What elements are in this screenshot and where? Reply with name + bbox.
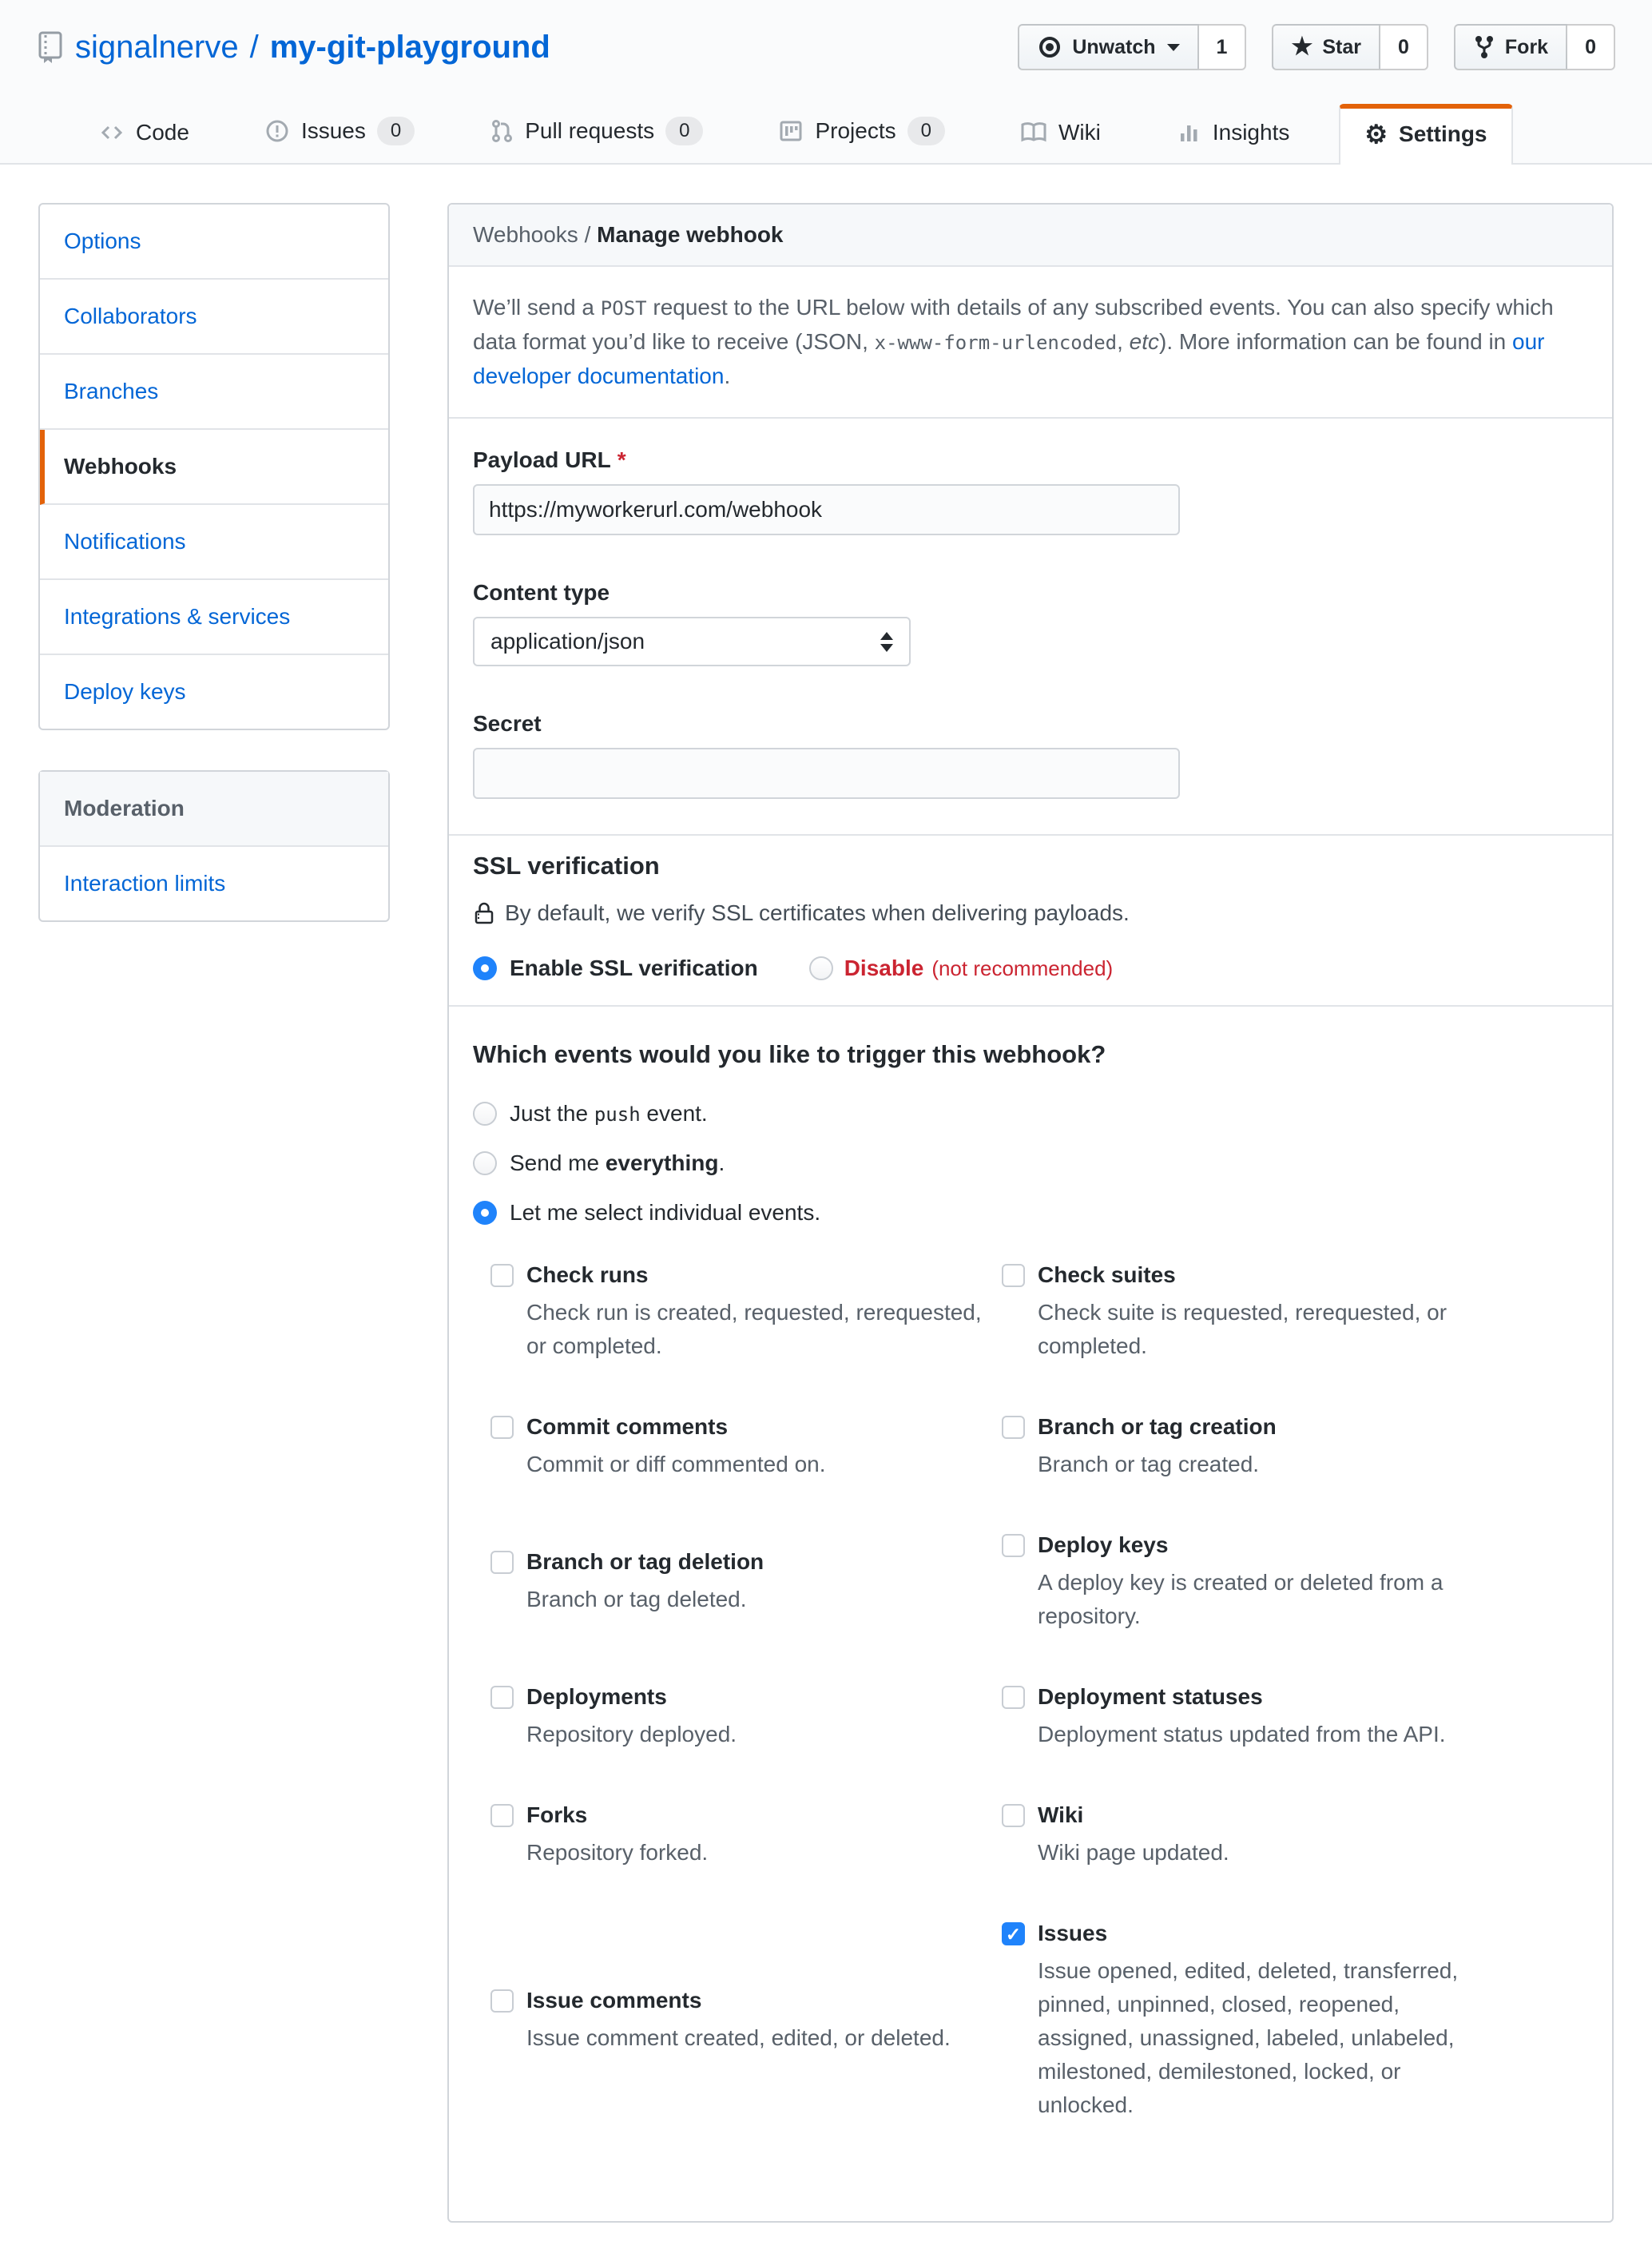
- projects-icon: [778, 118, 804, 144]
- moderation-section-title: Moderation: [40, 772, 388, 847]
- star-button[interactable]: ★ Star: [1272, 24, 1380, 70]
- issues-counter: 0: [377, 117, 415, 145]
- content-type-select[interactable]: application/json: [473, 617, 911, 666]
- insights-icon: [1176, 120, 1201, 145]
- tab-code[interactable]: Code: [73, 102, 215, 163]
- event-checkbox-grid: [490, 1262, 1588, 2122]
- tab-projects[interactable]: Projects 0: [753, 99, 971, 163]
- lock-icon: [473, 900, 495, 927]
- settings-content: [0, 165, 1652, 2261]
- enable-ssl-label: Enable SSL verification: [510, 956, 758, 980]
- watch-button-group: [1018, 24, 1246, 70]
- events-section: [449, 1005, 1612, 2221]
- wiki-checkbox[interactable]: [1002, 1804, 1025, 1827]
- sidebar-item-notifications[interactable]: Notifications: [40, 505, 388, 580]
- ssl-radio-row: [473, 956, 1588, 981]
- just-push-option: [473, 1101, 1588, 1127]
- moderation-nav-box: [38, 770, 390, 922]
- webhook-description: We’ll send a POST request to the URL below with details of any subscribed events. You can also specify which data format you’d like to receive (JSON, x-www-form-urlencoded, etc). More information can be found in our developer documentation.: [449, 267, 1612, 419]
- checkbox-row: [490, 1414, 1588, 1481]
- gear-icon: ⚙: [1364, 120, 1388, 149]
- disable-ssl-label: Disable: [844, 956, 924, 980]
- tab-insights[interactable]: Insights: [1150, 102, 1316, 163]
- breadcrumb-webhooks-link[interactable]: Webhooks: [473, 222, 578, 247]
- event-branch-tag-deletion: Branch or tag deletion Branch or tag deleted.: [490, 1549, 1002, 1616]
- deploy-keys-checkbox[interactable]: [1002, 1534, 1025, 1557]
- event-issues: ✓ Issues Issue opened, edited, deleted, transferred, pinned, unpinned, closed, reopened, assigned, unassigned, labeled, unlabeled, milestoned, demilestoned, locked, or unlocked.: [1002, 1921, 1513, 2122]
- ssl-verification-section: [449, 834, 1612, 1005]
- events-section-title: Which events would you like to trigger this webhook?: [473, 1040, 1106, 1068]
- tab-issues[interactable]: Issues 0: [239, 99, 440, 163]
- tab-pull-requests[interactable]: Pull requests 0: [464, 99, 729, 163]
- sidebar-item-options[interactable]: Options: [40, 205, 388, 280]
- star-button-group: [1272, 24, 1428, 70]
- check-suites-checkbox[interactable]: [1002, 1264, 1025, 1287]
- event-commit-comments: Commit comments Commit or diff commented on.: [490, 1414, 1002, 1481]
- star-count[interactable]: 0: [1380, 24, 1428, 70]
- branch-tag-creation-checkbox[interactable]: [1002, 1416, 1025, 1439]
- event-deployments: Deployments Repository deployed.: [490, 1684, 1002, 1751]
- developer-documentation-link[interactable]: our developer documentation: [473, 329, 1545, 388]
- issue-icon: [264, 118, 290, 144]
- webhook-panel: [447, 203, 1614, 2223]
- checkbox-row: [490, 1802, 1588, 1870]
- webhook-form: [449, 419, 1612, 834]
- just-push-label: Just the push event.: [510, 1101, 708, 1126]
- enable-ssl-radio[interactable]: [473, 956, 497, 980]
- tab-settings[interactable]: ⚙ Settings: [1339, 104, 1512, 165]
- check-runs-checkbox[interactable]: [490, 1264, 514, 1287]
- repo-title: [75, 30, 550, 66]
- send-everything-radio[interactable]: [473, 1151, 497, 1175]
- checkbox-row: [490, 1684, 1588, 1751]
- disable-ssl-note: (not recommended): [931, 956, 1114, 980]
- branch-tag-deletion-checkbox[interactable]: [490, 1551, 514, 1574]
- repo-actions: [1018, 24, 1615, 70]
- tab-wiki[interactable]: Wiki: [995, 102, 1126, 163]
- breadcrumb-current: Manage webhook: [597, 222, 784, 247]
- sidebar-item-integrations-services[interactable]: Integrations & services: [40, 580, 388, 655]
- sidebar-item-interaction-limits[interactable]: Interaction limits: [64, 871, 226, 896]
- deployments-checkbox[interactable]: [490, 1686, 514, 1709]
- fork-button[interactable]: Fork: [1454, 24, 1567, 70]
- star-icon: ★: [1291, 34, 1313, 60]
- unwatch-button[interactable]: Unwatch: [1018, 24, 1198, 70]
- individual-events-radio[interactable]: [473, 1201, 497, 1225]
- event-check-runs: Check runs Check run is created, requested, rerequested, or completed.: [490, 1262, 1002, 1363]
- issues-checkbox[interactable]: [1002, 1922, 1025, 1945]
- repo-name-link[interactable]: my-git-playground: [269, 29, 550, 65]
- individual-events-option: [473, 1200, 1588, 1226]
- checkbox-row: [490, 1262, 1588, 1363]
- just-push-radio[interactable]: [473, 1102, 497, 1126]
- event-forks: Forks Repository forked.: [490, 1802, 1002, 1870]
- secret-input[interactable]: [473, 748, 1180, 799]
- breadcrumb: [449, 205, 1612, 267]
- event-wiki: Wiki Wiki page updated.: [1002, 1802, 1513, 1870]
- pull-request-icon: [490, 118, 514, 144]
- issue-comments-checkbox[interactable]: [490, 1989, 514, 2013]
- urlencoded-code: x-www-form-urlencoded: [874, 332, 1118, 354]
- repo-separator: /: [249, 29, 259, 65]
- repo-tab-nav: [0, 99, 1652, 163]
- payload-url-input[interactable]: [473, 484, 1180, 535]
- sidebar-item-collaborators[interactable]: Collaborators: [40, 280, 388, 355]
- event-branch-tag-creation: Branch or tag creation Branch or tag created.: [1002, 1414, 1513, 1481]
- sidebar-item-webhooks[interactable]: Webhooks: [40, 430, 388, 505]
- deployment-statuses-checkbox[interactable]: [1002, 1686, 1025, 1709]
- disable-ssl-radio[interactable]: [809, 956, 833, 980]
- pull-requests-counter: 0: [665, 117, 703, 145]
- disable-ssl-option: [809, 956, 1114, 981]
- event-deployment-statuses: Deployment statuses Deployment status updated from the API.: [1002, 1684, 1513, 1751]
- commit-comments-checkbox[interactable]: [490, 1416, 514, 1439]
- projects-counter: 0: [907, 117, 945, 145]
- send-everything-label: Send me everything.: [510, 1150, 725, 1175]
- individual-events-label: Let me select individual events.: [510, 1200, 821, 1225]
- repo-icon: [37, 30, 64, 64]
- ssl-section-title: SSL verification: [473, 852, 660, 880]
- post-code: POST: [600, 297, 647, 320]
- watch-count[interactable]: 1: [1199, 24, 1247, 70]
- event-deploy-keys: Deploy keys A deploy key is created or deleted from a repository.: [1002, 1532, 1513, 1633]
- wiki-icon: [1020, 120, 1047, 145]
- checkbox-row: [490, 1921, 1588, 2122]
- sidebar-item-deploy-keys[interactable]: Deploy keys: [64, 679, 186, 704]
- required-asterisk: *: [617, 447, 626, 472]
- event-check-suites: Check suites Check suite is requested, rerequested, or completed.: [1002, 1262, 1513, 1363]
- content-type-label: Content type: [473, 580, 610, 605]
- payload-url-label: Payload URL *: [473, 447, 626, 472]
- send-everything-option: [473, 1150, 1588, 1176]
- forks-checkbox[interactable]: [490, 1804, 514, 1827]
- fork-icon: [1473, 34, 1495, 60]
- ssl-note: By default, we verify SSL certificates when delivering payloads.: [473, 900, 1588, 927]
- repo-header: [0, 0, 1652, 165]
- event-issue-comments: Issue comments Issue comment created, edited, or deleted.: [490, 1988, 1002, 2055]
- select-arrows-icon: [880, 632, 893, 652]
- settings-nav-box: [38, 203, 390, 730]
- checkbox-row: [490, 1532, 1588, 1633]
- fork-count[interactable]: 0: [1567, 24, 1615, 70]
- event-trigger-options: [473, 1101, 1588, 1226]
- breadcrumb-separator: /: [578, 222, 598, 247]
- fork-button-group: [1454, 24, 1615, 70]
- eye-icon: [1037, 34, 1062, 60]
- settings-sidebar: [38, 203, 390, 922]
- repo-title-row: [0, 24, 1652, 70]
- chevron-down-icon: [1167, 44, 1180, 51]
- repo-owner-link[interactable]: signalnerve: [75, 29, 239, 65]
- code-icon: [99, 120, 125, 145]
- secret-label: Secret: [473, 711, 542, 736]
- sidebar-item-branches[interactable]: Branches: [40, 355, 388, 430]
